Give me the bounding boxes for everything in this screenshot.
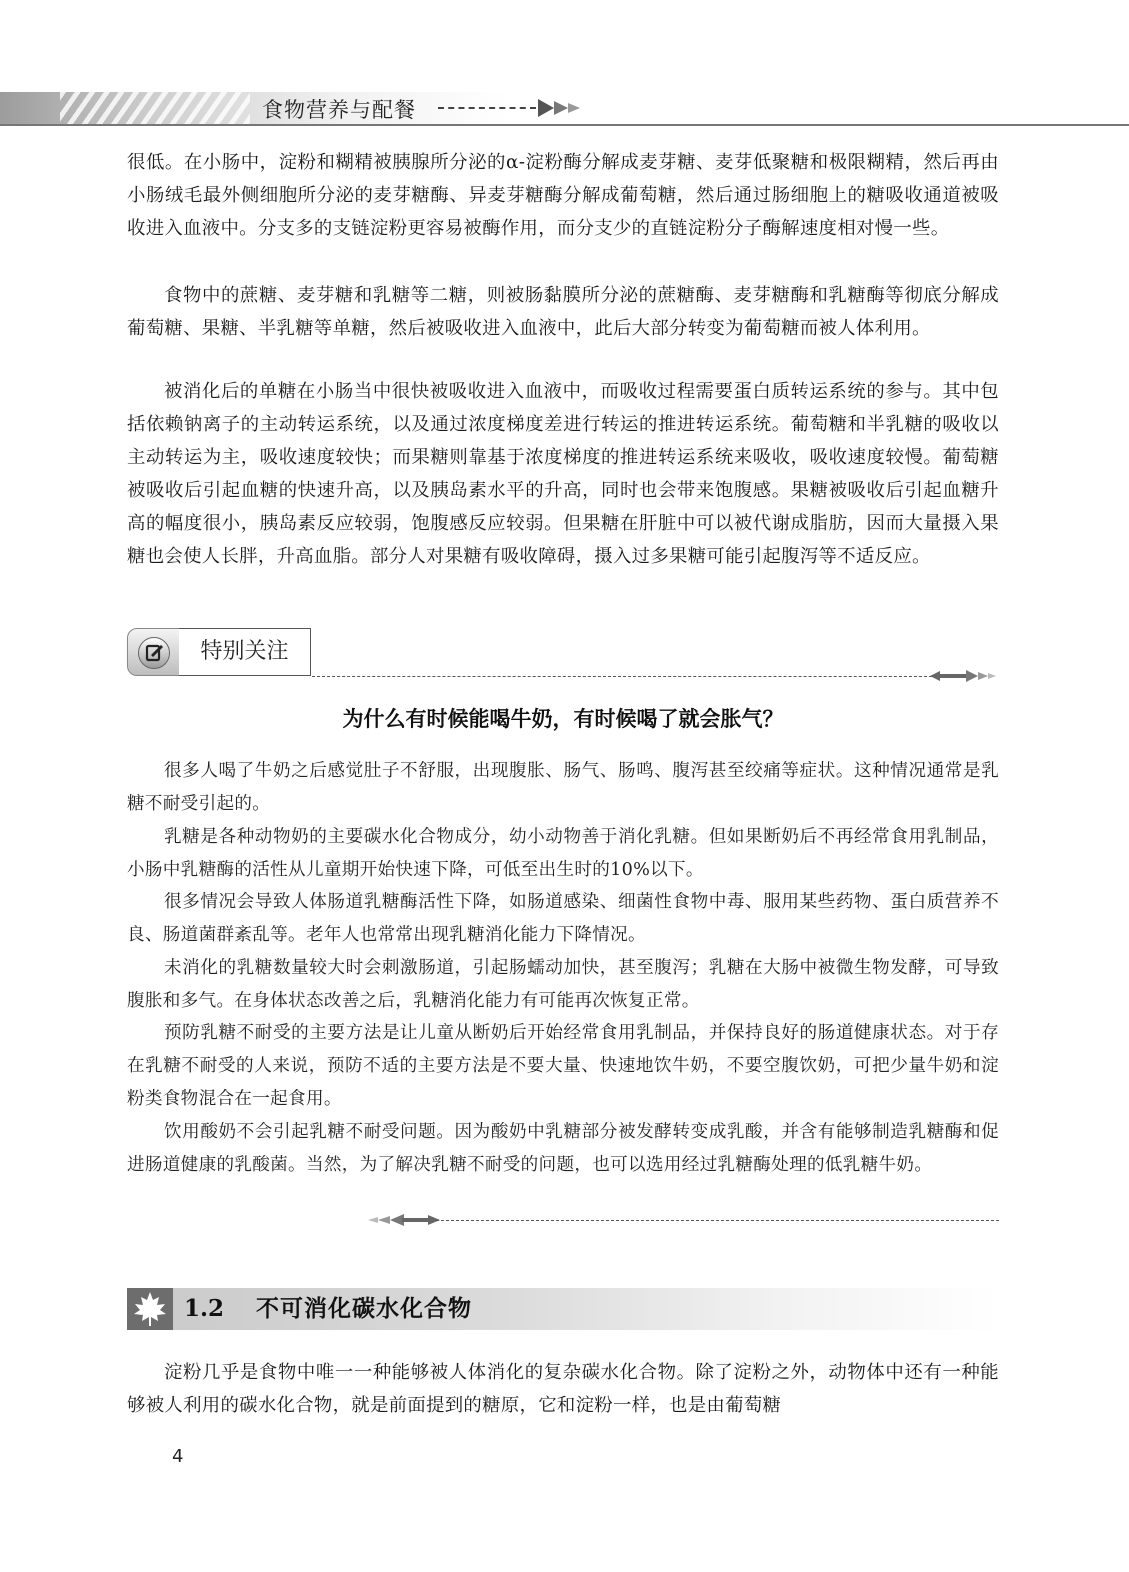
special-attention-label: 特别关注 — [179, 628, 311, 676]
box-tab — [127, 628, 181, 676]
box-divider — [312, 676, 937, 677]
running-header-title: 食物营养与配餐 — [262, 98, 416, 122]
triple-arrow-icon — [538, 97, 590, 119]
special-paragraph: 很多情况会导致人体肠道乳糖酶活性下降，如肠道感染、细菌性食物中毒、服用某些药物、蛋白质营养不良、肠道菌群紊乱等。老年人也常常出现乳糖消化能力下降情况。 — [127, 892, 999, 945]
maple-leaf-icon — [127, 1288, 173, 1330]
note-edit-icon — [138, 637, 170, 669]
body-paragraph: 被消化后的单糖在小肠当中很快被吸收进入血液中，而吸收过程需要蛋白质转运系统的参与。其中包括依赖钠离子的主动转运系统，以及通过浓度梯度差进行转运的推进转运系统。葡萄糖和半乳糖的吸收以主动转运为主，吸收速度较快；而果糖则靠基于浓度梯度的推进转运系统来吸收，吸收速度较慢。葡萄糖被吸收后引起血糖的快速升高，以及胰岛素水平的升高，同时也会带来饱腹感。果糖被吸收后引起血糖升高的幅度很小，胰岛素反应较弱，饱腹感反应较弱。但果糖在肝脏中可以被代谢成脂肪，因而大量摄入果糖也会使人长胖，升高血脂。部分人对果糖有吸收障碍，摄入过多果糖可能引起腹泻等不适反应。 — [127, 381, 999, 567]
header-rule — [0, 124, 1129, 126]
section-number: 1.2 — [184, 1295, 225, 1322]
section-paragraph: 淀粉几乎是食物中唯一一种能够被人体消化的复杂碳水化合物。除了淀粉之外，动物体中还有一种能够被人利用的碳水化合物，就是前面提到的糖原，它和淀粉一样，也是由葡萄糖 — [127, 1362, 999, 1416]
page-number: 4 — [172, 1446, 184, 1467]
box-end-divider — [436, 1220, 999, 1221]
arrow-decoration-icon — [930, 668, 998, 684]
header-stripes-decoration — [60, 92, 250, 126]
section-title: 不可消化碳水化合物 — [256, 1295, 472, 1322]
body-paragraph: 食物中的蔗糖、麦芽糖和乳糖等二糖，则被肠黏膜所分泌的蔗糖酶、麦芽糖酶和乳糖酶等彻底分解成葡萄糖、果糖、半乳糖等单糖，然后被吸收进入血液中，此后大部分转变为葡萄糖而被人体利用。 — [127, 285, 999, 339]
special-paragraph: 预防乳糖不耐受的主要方法是让儿童从断奶后开始经常食用乳制品，并保持良好的肠道健康状态。对于存在乳糖不耐受的人来说，预防不适的主要方法是不要大量、快速地饮牛奶，不要空腹饮奶，可把少量牛奶和淀粉类食物混合在一起食用。 — [127, 1023, 999, 1109]
special-paragraph: 饮用酸奶不会引起乳糖不耐受问题。因为酸奶中乳糖部分被发酵转变成乳酸，并含有能够制造乳糖酶和促进肠道健康的乳酸菌。当然，为了解决乳糖不耐受的问题，也可以选用经过乳糖酶处理的低乳糖牛奶。 — [127, 1122, 999, 1175]
arrow-decoration-icon — [368, 1212, 440, 1228]
body-paragraph: 很低。在小肠中，淀粉和糊精被胰腺所分泌的α-淀粉酶分解成麦芽糖、麦芽低聚糖和极限糊精，然后再由小肠绒毛最外侧细胞所分泌的麦芽糖酶、异麦芽糖酶分解成葡萄糖，然后通过肠细胞上的糖吸收通道被吸收进入血液中。分支多的支链淀粉更容易被酶作用，而分支少的直链淀粉分子酶解速度相对慢一些。 — [127, 152, 999, 239]
special-question-title: 为什么有时候能喝牛奶，有时候喝了就会胀气？ — [342, 707, 784, 731]
special-paragraph: 很多人喝了牛奶之后感觉肚子不舒服，出现腹胀、肠气、肠鸣、腹泻甚至绞痛等症状。这种情况通常是乳糖不耐受引起的。 — [127, 761, 999, 814]
special-paragraph: 乳糖是各种动物奶的主要碳水化合物成分，幼小动物善于消化乳糖。但如果断奶后不再经常食用乳制品，小肠中乳糖酶的活性从儿童期开始快速下降，可低至出生时的10%以下。 — [127, 827, 999, 880]
header-dashes — [438, 107, 536, 109]
special-attention-box-header — [127, 628, 312, 676]
special-paragraph: 未消化的乳糖数量较大时会刺激肠道，引起肠蠕动加快，甚至腹泻；乳糖在大肠中被微生物发酵，可导致腹胀和多气。在身体状态改善之后，乳糖消化能力有可能再次恢复正常。 — [127, 958, 999, 1011]
